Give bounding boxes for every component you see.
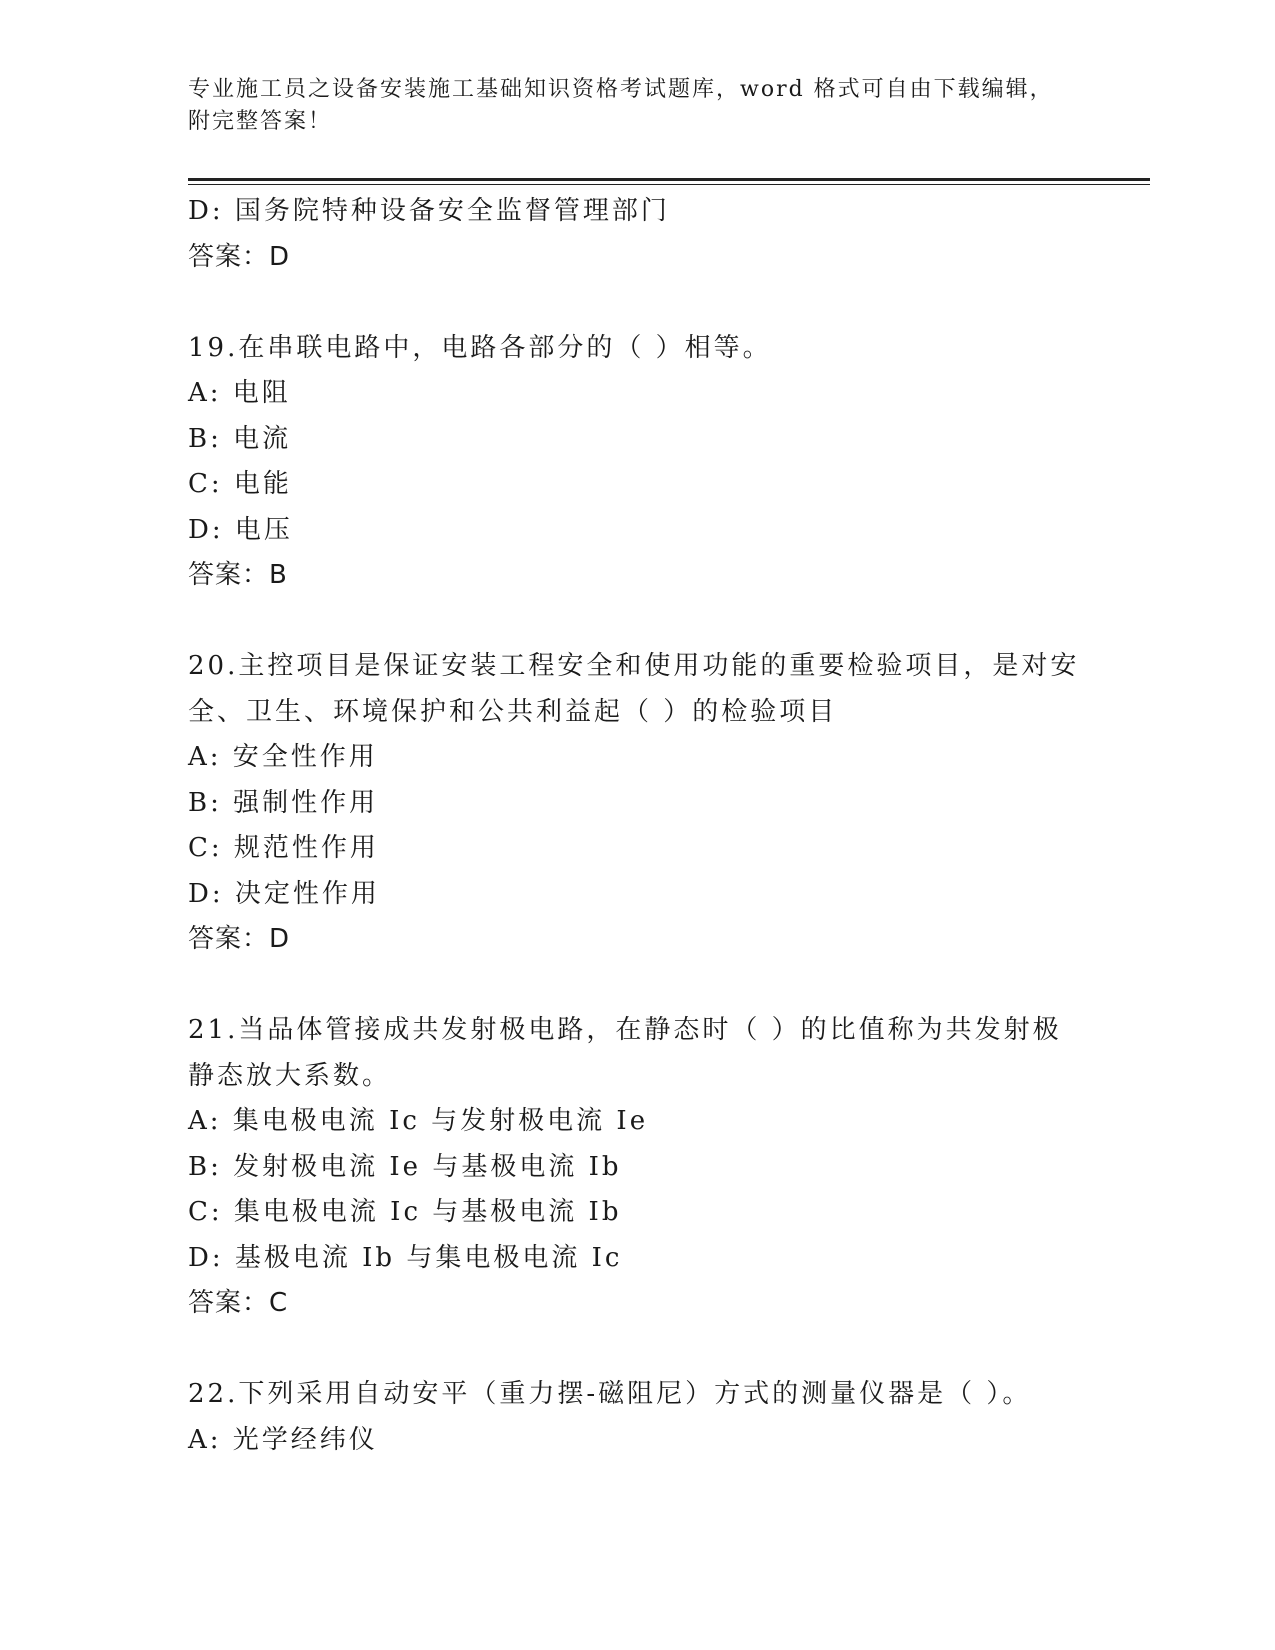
question-22-option-a: A: 光学经纬仪 (188, 1424, 378, 1455)
option-d: D: 国务院特种设备安全监督管理部门 (188, 196, 670, 226)
answer-line: 答案：D (188, 241, 291, 272)
question-21-stem-line-1: 21.当品体管接成共发射极电路，在静态时（ ）的比值称为共发射极 (188, 1015, 1062, 1045)
question-22-stem: 22.下列采用自动安平（重力摆-磁阻尼）方式的测量仪器是（ ）。 (188, 1379, 1032, 1409)
question-19-stem: 19.在串联电路中，电路各部分的（ ）相等。 (188, 332, 772, 363)
question-spacer (188, 1327, 1150, 1373)
question-19-answer: 答案：B (188, 560, 288, 590)
question-20-option-b: B: 强制性作用 (188, 787, 379, 818)
question-20-option-a: A: 安全性作用 (188, 742, 378, 772)
question-21-option-d: D: 基极电流 Ib 与集电极电流 Ic (188, 1242, 623, 1273)
document-header (188, 74, 1088, 138)
question-20-stem-line-2: 全、卫生、环境保护和公共利益起（ ）的检验项目 (188, 696, 838, 727)
question-19-option-d: D: 电压 (188, 514, 293, 545)
question-20-answer: 答案：D (188, 924, 291, 954)
question-21-stem-line-2: 静态放大系数。 (188, 1060, 392, 1091)
header-divider-thick (188, 178, 1150, 181)
question-spacer (188, 599, 1150, 645)
header-line-1: 专业施工员之设备安装施工基础知识资格考试题库，word 格式可自由下载编辑， (188, 77, 1054, 102)
question-21-answer: 答案：C (188, 1288, 289, 1318)
question-20-option-c: C: 规范性作用 (188, 833, 379, 863)
question-19-option-b: B: 电流 (188, 423, 292, 454)
question-spacer (188, 280, 1150, 326)
question-20-stem-line-1: 20.主控项目是保证安装工程安全和使用功能的重要检验项目，是对安 (188, 651, 1080, 681)
question-21-option-b: B: 发射极电流 Ie 与基极电流 Ib (188, 1151, 622, 1182)
header-line-2: 附完整答案！ (188, 109, 333, 134)
header-divider-thin (188, 184, 1150, 185)
question-21-option-c: C: 集电极电流 Ic 与基极电流 Ib (188, 1197, 622, 1227)
question-list (188, 189, 1150, 1463)
question-20-option-d: D: 决定性作用 (188, 878, 380, 909)
question-19-option-c: C: 电能 (188, 469, 292, 499)
question-21-option-a: A: 集电极电流 Ic 与发射极电流 Ie (188, 1106, 649, 1136)
question-19-option-a: A: 电阻 (188, 378, 291, 408)
question-spacer (188, 963, 1150, 1009)
